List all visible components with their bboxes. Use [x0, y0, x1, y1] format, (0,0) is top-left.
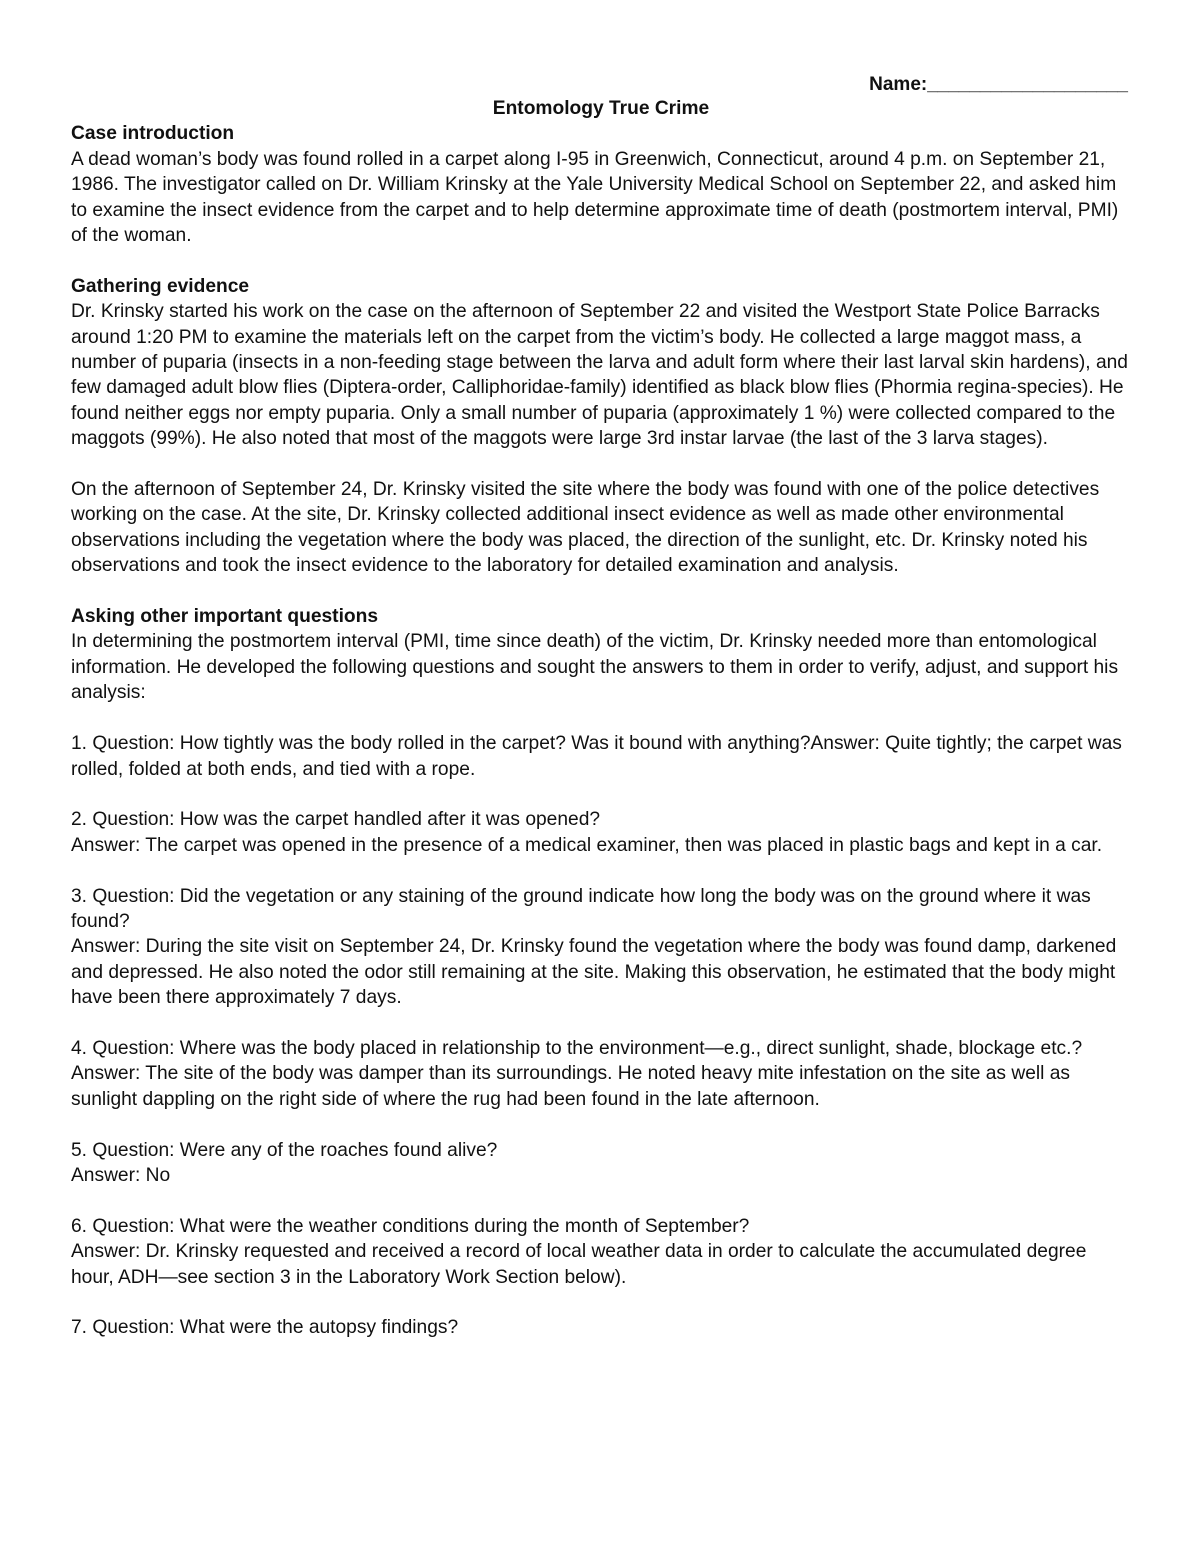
- question-6: 6. Question: What were the weather conditions during the month of September?: [71, 1215, 750, 1237]
- answer-3: Answer: During the site visit on September 24, Dr. Krinsky found the vegetation where the body was found damp, darkened and depressed. He also noted the odor still remaining at the site. Making this observation, he estimated that the body might have been there approximately 7 days.: [71, 936, 1117, 1009]
- heading-case-introduction: Case introduction: [71, 123, 235, 145]
- question-4: 4. Question: Where was the body placed in relationship to the environment—e.g., direct sunlight, shade, blockage etc.?: [71, 1037, 1083, 1059]
- question-2: 2. Question: How was the carpet handled after it was opened?: [71, 809, 601, 831]
- questions-intro: In determining the postmortem interval (PMI, time since death) of the victim, Dr. Krinsky needed more than entomological information. He developed the following questions and sought the answers to them in order to verify, adjust, and support his analysis:: [71, 631, 1119, 704]
- evidence-paragraph-1: Dr. Krinsky started his work on the case on the afternoon of September 22 and visited the Westport State Police Barracks around 1:20 PM to examine the materials left on the carpet from the victim’s body. He collected a large maggot mass, a number of puparia (insects in a non-feeding stage between the larva and adult form where their last larval skin hardens), and few damaged adult blow flies (Diptera-order, Calliphoridae-family) identified as black blow flies (Phormia regina-species). He found neither eggs nor empty puparia. Only a small number of puparia (approximately 1 %) were collected compared to the maggots (99%). He also noted that most of the maggots were large 3rd instar larvae (the last of the 3 larva stages).: [71, 301, 1128, 450]
- answer-5: Answer: No: [71, 1164, 171, 1186]
- question-7: 7. Question: What were the autopsy findings?: [71, 1317, 459, 1339]
- answer-6: Answer: Dr. Krinsky requested and received a record of local weather data in order to calculate the accumulated degree hour, ADH—see section 3 in the Laboratory Work Section below).: [71, 1241, 1087, 1288]
- answer-2: Answer: The carpet was opened in the presence of a medical examiner, then was placed in plastic bags and kept in a car.: [71, 834, 1103, 856]
- question-5: 5. Question: Were any of the roaches found alive?: [71, 1139, 498, 1161]
- document-title: Entomology True Crime: [492, 98, 710, 119]
- evidence-paragraph-2: On the afternoon of September 24, Dr. Krinsky visited the site where the body was found with one of the police detectives working on the case. At the site, Dr. Krinsky collected additional insect evidence as well as made other environmental observations including the vegetation where the body was placed, the direction of the sunlight, etc. Dr. Krinsky noted his observations and took the insect evidence to the laboratory for detailed examination and analysis.: [71, 479, 1100, 577]
- heading-asking-questions: Asking other important questions: [71, 606, 379, 628]
- answer-4: Answer: The site of the body was damper than its surroundings. He noted heavy mite infestation on the site as well as sunlight dappling on the right side of where the rug had been found in the late afternoon.: [71, 1063, 1071, 1110]
- heading-gathering-evidence: Gathering evidence: [71, 275, 250, 297]
- question-3: 3. Question: Did the vegetation or any staining of the ground indicate how long the body was on the ground where it was found?: [71, 885, 1091, 932]
- question-1: 1. Question: How tightly was the body rolled in the carpet? Was it bound with anything?Answer: Quite tightly; the carpet was rolled, folded at both ends, and tied with a rope.: [71, 733, 1122, 780]
- document-body: [71, 96, 1131, 1341]
- intro-paragraph: A dead woman’s body was found rolled in a carpet along I-95 in Greenwich, Connecticut, around 4 p.m. on September 21, 1986. The investigator called on Dr. William Krinsky at the Yale University Medical School on September 22, and asked him to examine the insect evidence from the carpet and to help determine approximate time of death (postmortem interval, PMI) of the woman.: [71, 148, 1119, 247]
- name-field-label: Name:___________________: [869, 74, 1128, 95]
